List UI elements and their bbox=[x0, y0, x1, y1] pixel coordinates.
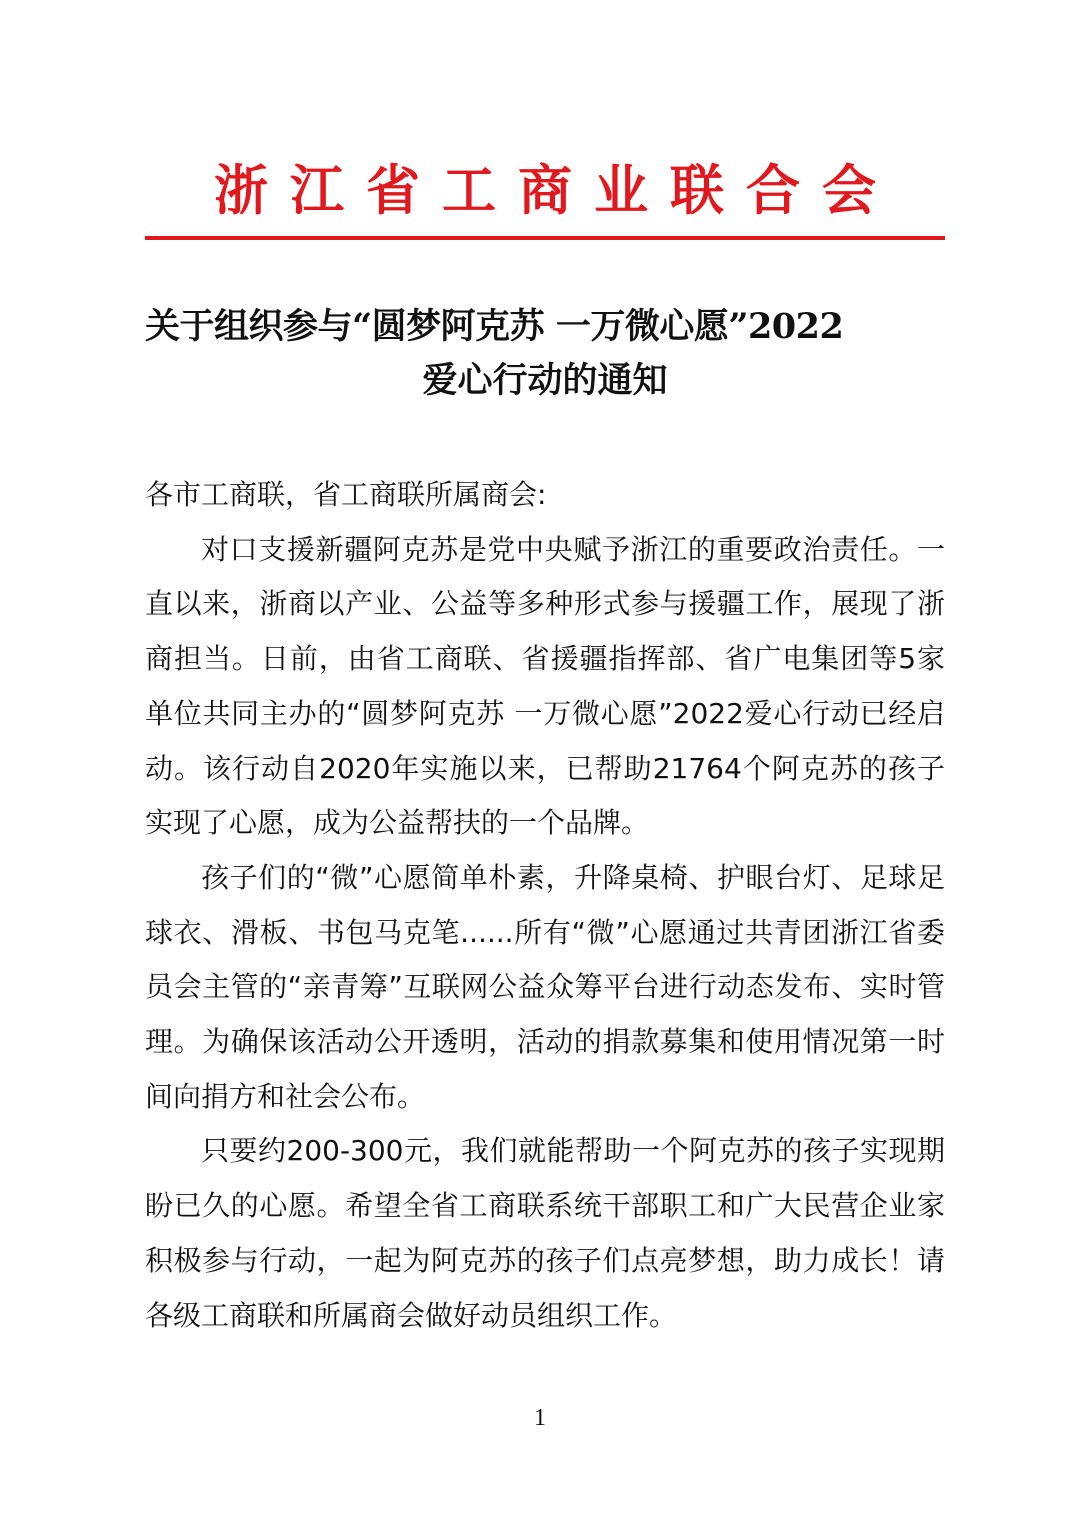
body-paragraph: 只要约200-300元，我们就能帮助一个阿克苏的孩子实现期盼已久的心愿。希望全省工商联系统干部职工和广大民营企业家积极参与行动，一起为阿克苏的孩子们点亮梦想，助力成长！请各级工商联和所属商会做好动员组织工作。 bbox=[145, 1134, 945, 1332]
body-paragraph: 孩子们的“微”心愿简单朴素，升降桌椅、护眼台灯、足球足球衣、滑板、书包马克笔......所有“微”心愿通过共青团浙江省委员会主管的“亲青筹”互联网公益众筹平台进行动态发布、实时管理。为确保该活动公开透明，活动的捐款募集和使用情况第一时间向捐方和社会公布。 bbox=[145, 860, 945, 1113]
header-divider bbox=[145, 236, 945, 240]
document-title-line-2: 爱心行动的通知 bbox=[422, 360, 668, 401]
document-body bbox=[145, 468, 945, 1343]
body-paragraph: 对口支援新疆阿克苏是党中央赋予浙江的重要政治责任。一直以来，浙商以产业、公益等多种形式参与援疆工作，展现了浙商担当。日前，由省工商联、省援疆指挥部、省广电集团等5家单位共同主办的“圆梦阿克苏 一万微心愿”2022爱心行动已经启动。该行动自2020年实施以来，已帮助21764个阿克苏的孩子实现了心愿，成为公益帮扶的一个品牌。 bbox=[145, 532, 945, 840]
organization-masthead: 浙江省工商业联合会 bbox=[214, 158, 898, 222]
document-title-line-1: 关于组织参与“圆梦阿克苏 一万微心愿”2022 bbox=[145, 306, 844, 347]
salutation: 各市工商联，省工商联所属商会: bbox=[145, 478, 547, 511]
page-number: 1 bbox=[534, 1405, 546, 1431]
document-title bbox=[145, 300, 945, 408]
